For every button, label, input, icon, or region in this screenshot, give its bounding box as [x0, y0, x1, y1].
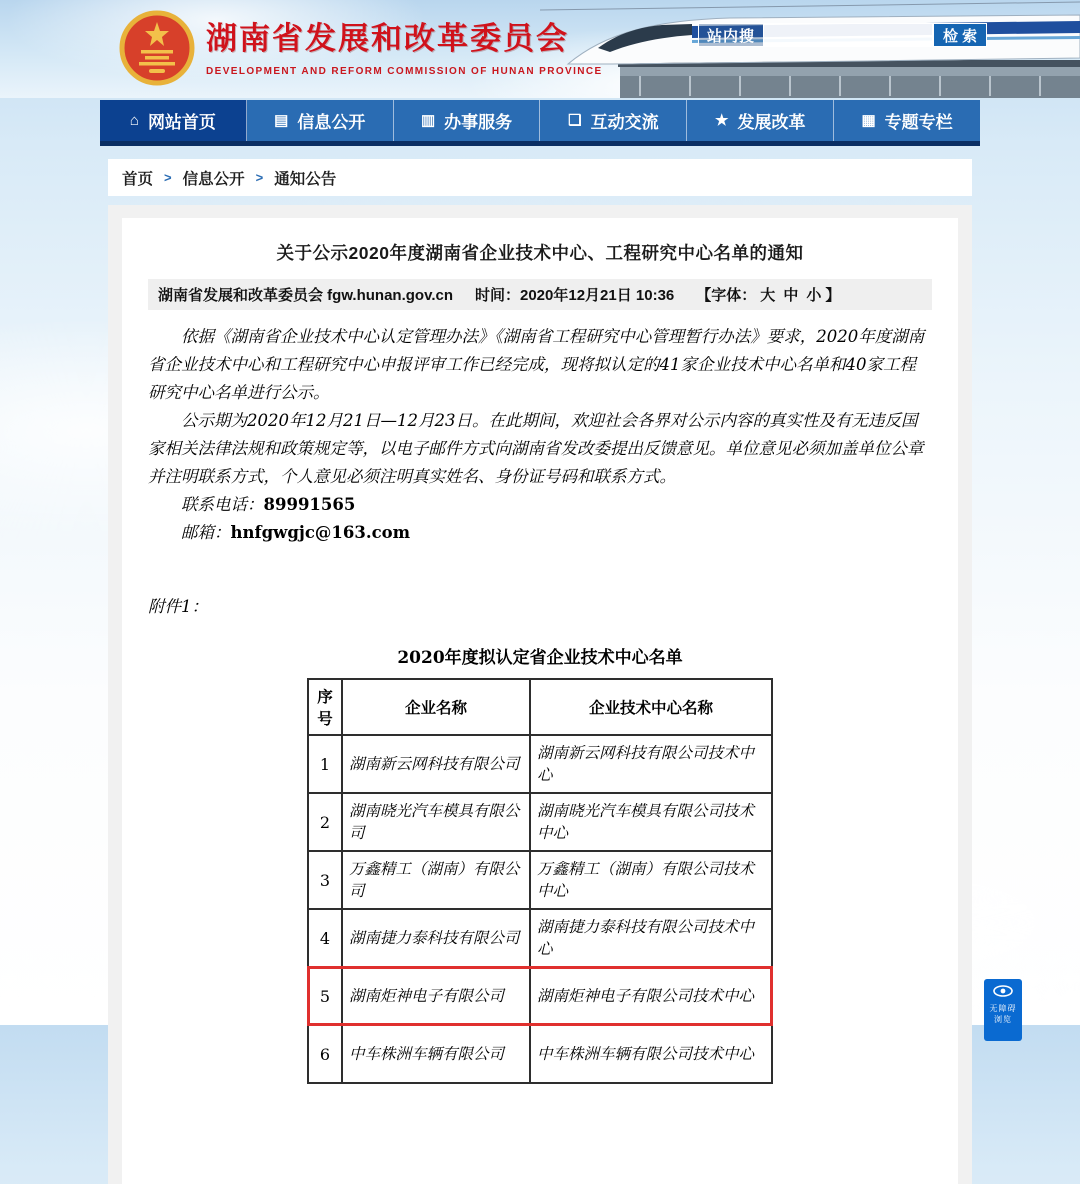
table-header-row — [308, 679, 772, 735]
cell-company: 湖南晓光汽车模具有限公司 — [342, 793, 530, 851]
nav-label: 办事服务 — [444, 113, 513, 132]
cell-company: 湖南炬神电子有限公司 — [342, 967, 530, 1025]
header-center: 企业技术中心名称 — [530, 679, 772, 735]
accessibility-widget-button[interactable] — [984, 979, 1022, 1041]
nav-label: 互动交流 — [590, 113, 659, 132]
breadcrumb — [108, 159, 972, 196]
nav-item-services[interactable] — [394, 100, 541, 141]
table-row-highlighted — [308, 967, 772, 1025]
font-size-large-button[interactable]: 大 — [760, 287, 776, 304]
cell-seq: 6 — [308, 1025, 342, 1083]
nav-label: 专题专栏 — [884, 113, 953, 132]
site-search — [698, 23, 987, 47]
contact-email-line — [148, 519, 932, 547]
cell-center: 湖南新云网科技有限公司技术中心 — [530, 735, 772, 793]
nav-item-development-reform[interactable] — [687, 100, 834, 141]
nav-bottom-strip — [100, 141, 980, 146]
cell-company: 中车株洲车辆有限公司 — [342, 1025, 530, 1083]
cell-center: 万鑫精工（湖南）有限公司技术中心 — [530, 851, 772, 909]
contact-email-label: 邮箱： — [181, 523, 231, 543]
document-icon: ▥ — [420, 112, 436, 129]
font-size-small-button[interactable]: 小 — [806, 287, 822, 304]
info-book-icon: ▤ — [274, 112, 289, 129]
train-bridge-illustration — [540, 0, 1080, 98]
search-scope-label: 站内搜 — [698, 23, 764, 47]
cell-seq: 1 — [308, 735, 342, 793]
font-size-suffix: 】 — [825, 287, 841, 304]
cell-seq: 2 — [308, 793, 342, 851]
table-row — [308, 1025, 772, 1083]
accessibility-widget-label: 无障碍 浏览 — [989, 1004, 1017, 1024]
cell-seq: 3 — [308, 851, 342, 909]
search-button[interactable]: 检 索 — [933, 23, 987, 47]
cell-seq: 5 — [308, 967, 342, 1025]
content-panel — [108, 205, 972, 1184]
cell-seq: 4 — [308, 909, 342, 967]
table-row — [308, 851, 772, 909]
main-navigation — [100, 100, 980, 146]
breadcrumb-separator: > — [255, 170, 264, 185]
header-seq: 序号 — [308, 679, 342, 735]
contact-phone-label: 联系电话： — [181, 495, 264, 515]
nav-item-info-disclosure[interactable] — [247, 100, 394, 141]
search-input[interactable] — [764, 23, 933, 47]
contact-email-address: hnfgwgjc@163.com — [230, 523, 411, 543]
breadcrumb-home[interactable]: 首页 — [122, 170, 154, 188]
site-title: 湖南省发展和改革委员会 — [206, 21, 569, 56]
article-source: 湖南省发展和改革委员会 fgw.hunan.gov.cn — [158, 287, 453, 304]
header-company: 企业名称 — [342, 679, 530, 735]
attachment-label: 附件1： — [148, 597, 208, 617]
home-icon: ⌂ — [129, 112, 139, 129]
font-size-control — [696, 284, 840, 305]
nav-item-interaction[interactable] — [540, 100, 687, 141]
eye-icon — [993, 985, 1013, 997]
cell-company: 湖南新云网科技有限公司 — [342, 735, 530, 793]
tech-center-table — [307, 678, 773, 1084]
site-title-english: DEVELOPMENT AND REFORM COMMISSION OF HUNAN PROVINCE — [206, 66, 603, 77]
site-banner — [0, 0, 1080, 98]
star-icon: ★ — [715, 112, 729, 129]
article-timestamp: 时间：2020年12月21日 10:36 — [475, 287, 675, 304]
cell-center: 湖南炬神电子有限公司技术中心 — [530, 967, 772, 1025]
national-emblem-logo — [118, 9, 196, 87]
contact-phone-line — [148, 491, 932, 519]
nav-item-special-columns[interactable] — [834, 100, 980, 141]
table-row — [308, 909, 772, 967]
table-title: 2020年度拟认定省企业技术中心名单 — [397, 648, 683, 669]
body-paragraph: 公示期为2020年12月21日—12月23日。在此期间，欢迎社会各界对公示内容的真实性及有无违反国家相关法律法规和政策规定等，以电子邮件方式向湖南省发改委提出反馈意见。单位意见必须加盖单位公章并注明联系方式，个人意见必须注明真实姓名、身份证号码和联系方式。 — [148, 411, 924, 487]
nav-label: 信息公开 — [297, 113, 366, 132]
article-meta-bar — [148, 279, 932, 310]
breadcrumb-notices: 通知公告 — [274, 170, 337, 188]
site-brand — [206, 13, 603, 77]
cell-center: 中车株洲车辆有限公司技术中心 — [530, 1025, 772, 1083]
font-size-prefix: 【字体： — [696, 287, 757, 304]
nav-label: 网站首页 — [147, 113, 216, 132]
breadcrumb-separator: > — [164, 170, 172, 185]
nav-item-home[interactable] — [100, 100, 247, 141]
nav-label: 发展改革 — [737, 113, 806, 132]
font-size-medium-button[interactable]: 中 — [783, 287, 799, 304]
cell-company: 湖南捷力泰科技有限公司 — [342, 909, 530, 967]
table-row — [308, 793, 772, 851]
body-paragraph: 依据《湖南省企业技术中心认定管理办法》《湖南省工程研究中心管理暂行办法》要求，2020年度湖南省企业技术中心和工程研究中心申报评审工作已经完成，现将拟认定的41家企业技术中心名单和40家工程研究中心名单进行公示。 — [148, 327, 925, 403]
cell-center: 湖南晓光汽车模具有限公司技术中心 — [530, 793, 772, 851]
article — [122, 218, 958, 1184]
contact-phone-number: 89991565 — [263, 495, 356, 515]
grid-calendar-icon: ▦ — [861, 112, 876, 129]
cell-center: 湖南捷力泰科技有限公司技术中心 — [530, 909, 772, 967]
page-title: 关于公示2020年度湖南省企业技术中心、工程研究中心名单的通知 — [276, 243, 804, 263]
breadcrumb-info-disclosure[interactable]: 信息公开 — [182, 170, 245, 188]
chat-icon: ❑ — [568, 112, 582, 129]
cell-company: 万鑫精工（湖南）有限公司 — [342, 851, 530, 909]
table-row — [308, 735, 772, 793]
